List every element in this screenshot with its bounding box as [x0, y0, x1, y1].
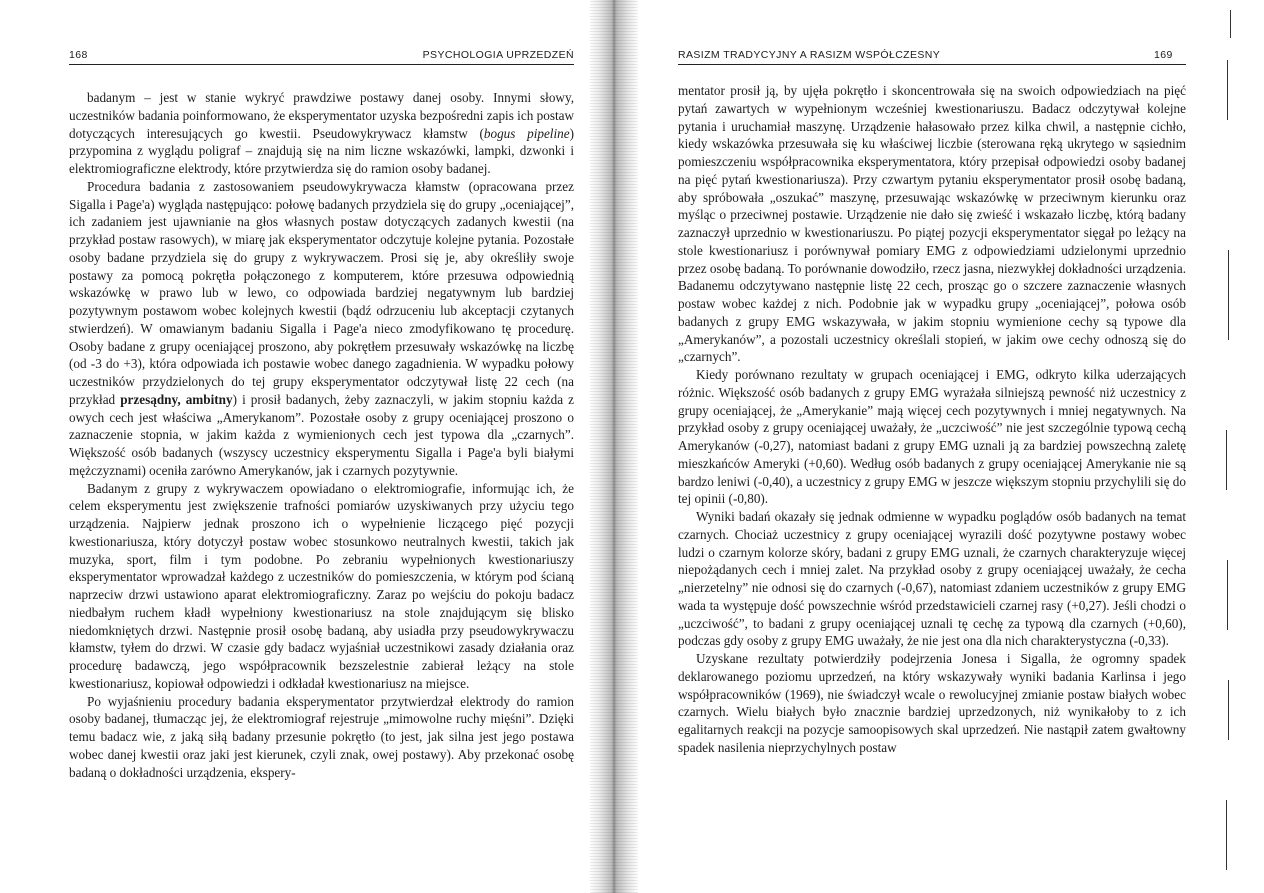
- scan-edge-mark: [1226, 430, 1227, 490]
- header-rule: [69, 64, 574, 65]
- paragraph: [678, 508, 1186, 650]
- scan-edge-mark: [1228, 680, 1229, 740]
- scan-edge-mark: [1226, 800, 1227, 870]
- text-run: Kiedy porównano rezultaty w grupach oceniającej i EMG, odkryto kilka uderzających różnic. Większość osób badanych z grupy EMG wyrażała silniejszą pewność niż uczestnicy z grupy oceniającej, że „Amerykanie” mają więcej cech pozytywnych i mniej negatywnych. Na przykład osoby z grupy oceniającej uważały, że „uczciwość” nie jest szczególnie typową cechą Amerykanów (-0,27), natomiast badani z grupy EMG uznali ją za bardziej powszechną zaletę mieszkańców Ameryki (+0,60). Według osób badanych z grupy oceniającej Amerykanie nie są bardzo leniwi (-0,40), a uczestnicy z grupy EMG w jeszcze większym stopniu przychylili się do tej opinii (-0,80).: [678, 367, 1186, 507]
- paragraph: [678, 650, 1186, 757]
- scan-edge-mark: [1230, 10, 1231, 38]
- header-rule: [678, 64, 1186, 65]
- paragraph: [69, 89, 574, 178]
- paragraph: [678, 366, 1186, 508]
- text-run: Po wyjaśnieniu procedury badania eksperymentator przytwierdzał elektrody do ramion osoby badanej, tłumacząc jej, że elektromiograf rejestruje „mimowolne ruchy mięśni”. Dzięki temu badacz wie, z jaką siłą badany przesunie pokrętło (to jest, jak silna jest jego postawa wobec danej kwestii oraz jaki jest kierunek, czyli znak, owej postawy). Aby przekonać osobę badaną o dokładności urządzenia, ekspery-: [69, 693, 574, 780]
- page-number: 169: [1154, 49, 1173, 61]
- book-gutter: [590, 0, 638, 893]
- paragraph: [69, 178, 574, 480]
- text-run: ) przypomina z wyglądu poligraf – znajdują się na nim liczne wskazówki, lampki, dzwonki i elektromiograficzne elektrody, które przytwierdza się do ramion osoby badanej.: [69, 125, 574, 176]
- paragraph: [69, 693, 574, 782]
- text-run: ) i prosił badanych, żeby zaznaczyli, w jakim stopniu każda z owych cech jest właściwa „Amerykanom”. Pozostałe osoby z grupy oceniającej proszono o zaznaczenie stopnia, w jakim każda z wymienionych cech jest typowa dla „czarnych”. Większość osób badanych (wszyscy uczestnicy eksperymentu Sigalla i Page'a byli białymi mężczyznami) oceniła zarówno Amerykanów, jak i czarnych pozytywnie.: [69, 391, 574, 478]
- running-head: PSYCHOLOGIA UPRZEDZEŃ: [422, 49, 574, 61]
- text-run: Wyniki badań okazały się jednak odmienne w wypadku poglądów osób badanych na temat czarnych. Chociaż uczestnicy z grupy oceniającej wyrazili dość pozytywne postawy wobec ludzi o czarnym kolorze skóry, badani z grupy EMG uznali, że czarnych charakteryzuje więcej niepożądanych cech i mniej zalet. Na przykład osoby z grupy oceniającej uważały, że cecha „nierzetelny” nie odnosi się do czarnych (-0,67), natomiast zdaniem uczestników z grupy EMG wada ta występuje dość powszechnie wśród przedstawicieli czarnej rasy (+0,27). Jeśli chodzi o „uczciwość”, to badani z grupy oceniającej uznali tę cechę za typową dla czarnych (+0,60), podczas gdy osoby z grupy EMG uważały, że nie jest ona dla nich charakterystyczna (-0,33).: [678, 509, 1186, 649]
- text-run: badanym – jest w stanie wykryć prawdziwe postawy danej osoby. Innymi słowy, uczestników badania poinformowano, że eksperymentator uzyska bezpośredni zapis ich postaw dotyczących interesujących go kwestii. Pseudowykrywacz kłamstw (: [69, 90, 574, 141]
- scan-edge-mark: [1228, 250, 1229, 340]
- scan-edge-mark: [1227, 60, 1228, 120]
- right-page: [638, 0, 1264, 893]
- running-head: RASIZM TRADYCYJNY A RASIZM WSPÓŁCZESNY: [678, 49, 941, 61]
- scan-edge-mark: [1227, 560, 1228, 630]
- text-run: mentator prosił ją, by ujęła pokrętło i skoncentrowała się na swoich odpowiedziach na pięć pytań zawartych w wypełnionym wcześniej kwestionariuszu. Badacz odczytywał kolejne pytania i uruchamiał maszynę. Urządzenie hałasowało przez kilka chwil, a następnie cichło, kiedy wskazówka przesuwała się ku właściwej liczbie (sterowana ręką ukrytego w sąsiednim pomieszczeniu współpracownika eksperymentatora, który przepisał odpowiedzi osoby badanej na pięć pytań kwestionariusza). Przy czwartym pytaniu eksperymentator prosił osobę badaną, aby spróbowała „oszukać” maszynę, przesuwając wskazówkę w przeciwnym kierunku oraz myśląc o przeciwnej postawie. Urządzenie nie dało się zwieść i wskazało liczbę, którą badany zaznaczył uprzednio w kwestionariuszu. Po piątej pozycji eksperymentator sięgał po leżący na stole kwestionariusz i porównywał pomiary EMG z odpowiedziami udzielonymi uprzednio przez osobę badaną. To porównanie dowodziło, rzecz jasna, niezwykłej dokładności urządzenia. Badanemu odczytywano następnie listę 22 cech, prosząc go o szczere zaznaczenie własnych postaw wobec każdej z nich. Podobnie jak w wypadku grupy „oceniającej”, połowa osób badanych z grupy EMG wskazywała, w jakim stopniu wymienione cechy są typowe dla „Amerykanów”, a pozostali uczestnicy określali stopień, w jakim owe cechy odnoszą się do „czarnych”.: [678, 83, 1186, 365]
- paragraph: [69, 480, 574, 693]
- left-page: [0, 0, 600, 893]
- bold-term: przesądny, ambitny: [120, 391, 233, 407]
- text-run: Procedura badania z zastosowaniem pseudowykrywacza kłamstw (opracowana przez Sigalla i Page'a) wygląda następująco: połowę badanych przydziela się do grupy „oceniającej”, ich zadaniem jest ujawnianie na głos własnych postaw dotyczących zadanych kwestii (na przykład postaw rasowych), w miarę jak eksperymentator odczytuje kolejne pytania. Pozostałe osoby badane przydziela się do grupy z wykrywaczem. Prosi się je, aby określiły swoje postawy za pomocą pokrętła połączonego z komputerem, które przesuwa odpowiednią wskazówkę w prawo lub w lewo, co odpowiada bardziej negatywnym lub bardziej pozytywnym postawom wobec kolejnych kwestii (bądź odrzuceniu lub akceptacji czytanych stwierdzeń). W omawianym badaniu Sigalla i Page'a nieco zmodyfikowano tę procedurę. Osoby badane z grupy oceniającej proszono, aby pokrętłem przesuwały wskazówkę na liczbę (od -3 do +3), która odpowiada ich postawie wobec danego zagadnienia. W wypadku połowy uczestników przydzielonych do tej grupy eksperymentator odczytywał listę 22 cech (na przykład: [69, 178, 574, 407]
- page-body: [69, 89, 574, 781]
- page-body: [678, 82, 1186, 757]
- paragraph: [678, 82, 1186, 366]
- text-run: Uzyskane rezultaty potwierdziły podejrzenia Jonesa i Sigalla, że ogromny spadek deklarowanego poziomu uprzedzeń, na który wskazywały wyniki badania Karlinsa i jego współpracowników (1969), nie świadczył wcale o rewolucyjnej zmianie postaw białych wobec czarnych. Wielu białych było znacznie bardziej uprzedzonych, niż wynikałoby to z ich egalitarnych reakcji na pozycje samoopisowych skal uprzedzeń. Nie nastąpił zatem gwałtowny spadek nasilenia nieprzychylnych postaw: [678, 651, 1186, 755]
- italic-term: bogus pipeline: [483, 125, 570, 141]
- page-number: 168: [69, 49, 88, 61]
- text-run: Badanym z grupy z wykrywaczem opowiadano o elektromiografie, informując ich, że celem eksperymentu jest zwiększenie trafności pomiarów uzyskiwanych przy użyciu tego urządzenia. Najpierw jednak proszono ich o wypełnienie liczącego pięć pozycji kwestionariusza, który dotyczył postaw wobec stosunkowo neutralnych kwestii, takich jak muzyka, sport, film i tym podobne. Po zebraniu wypełnionych kwestionariuszy eksperymentator wprowadzał każdego z uczestników do pomieszczenia, w którym pod ścianą naprzeciw drzwi ustawiono aparat elektromiograficzny. Zaraz po wejściu do pokoju badacz niedbałym ruchem kładł wypełniony kwestionariusz na stole znajdującym się blisko niedomkniętych drzwi. Następnie prosił osobę badaną, aby usiadła przy pseudowykrywaczu kłamstw, tyłem do drzwi. W czasie gdy badacz wyjaśniał uczestnikowi zasady działania oraz procedurę badawczą, jego współpracownik bezszelestnie zabierał leżący na stole kwestionariusz, kopiował odpowiedzi i odkładał kwestionariusz na miejsce.: [69, 480, 574, 691]
